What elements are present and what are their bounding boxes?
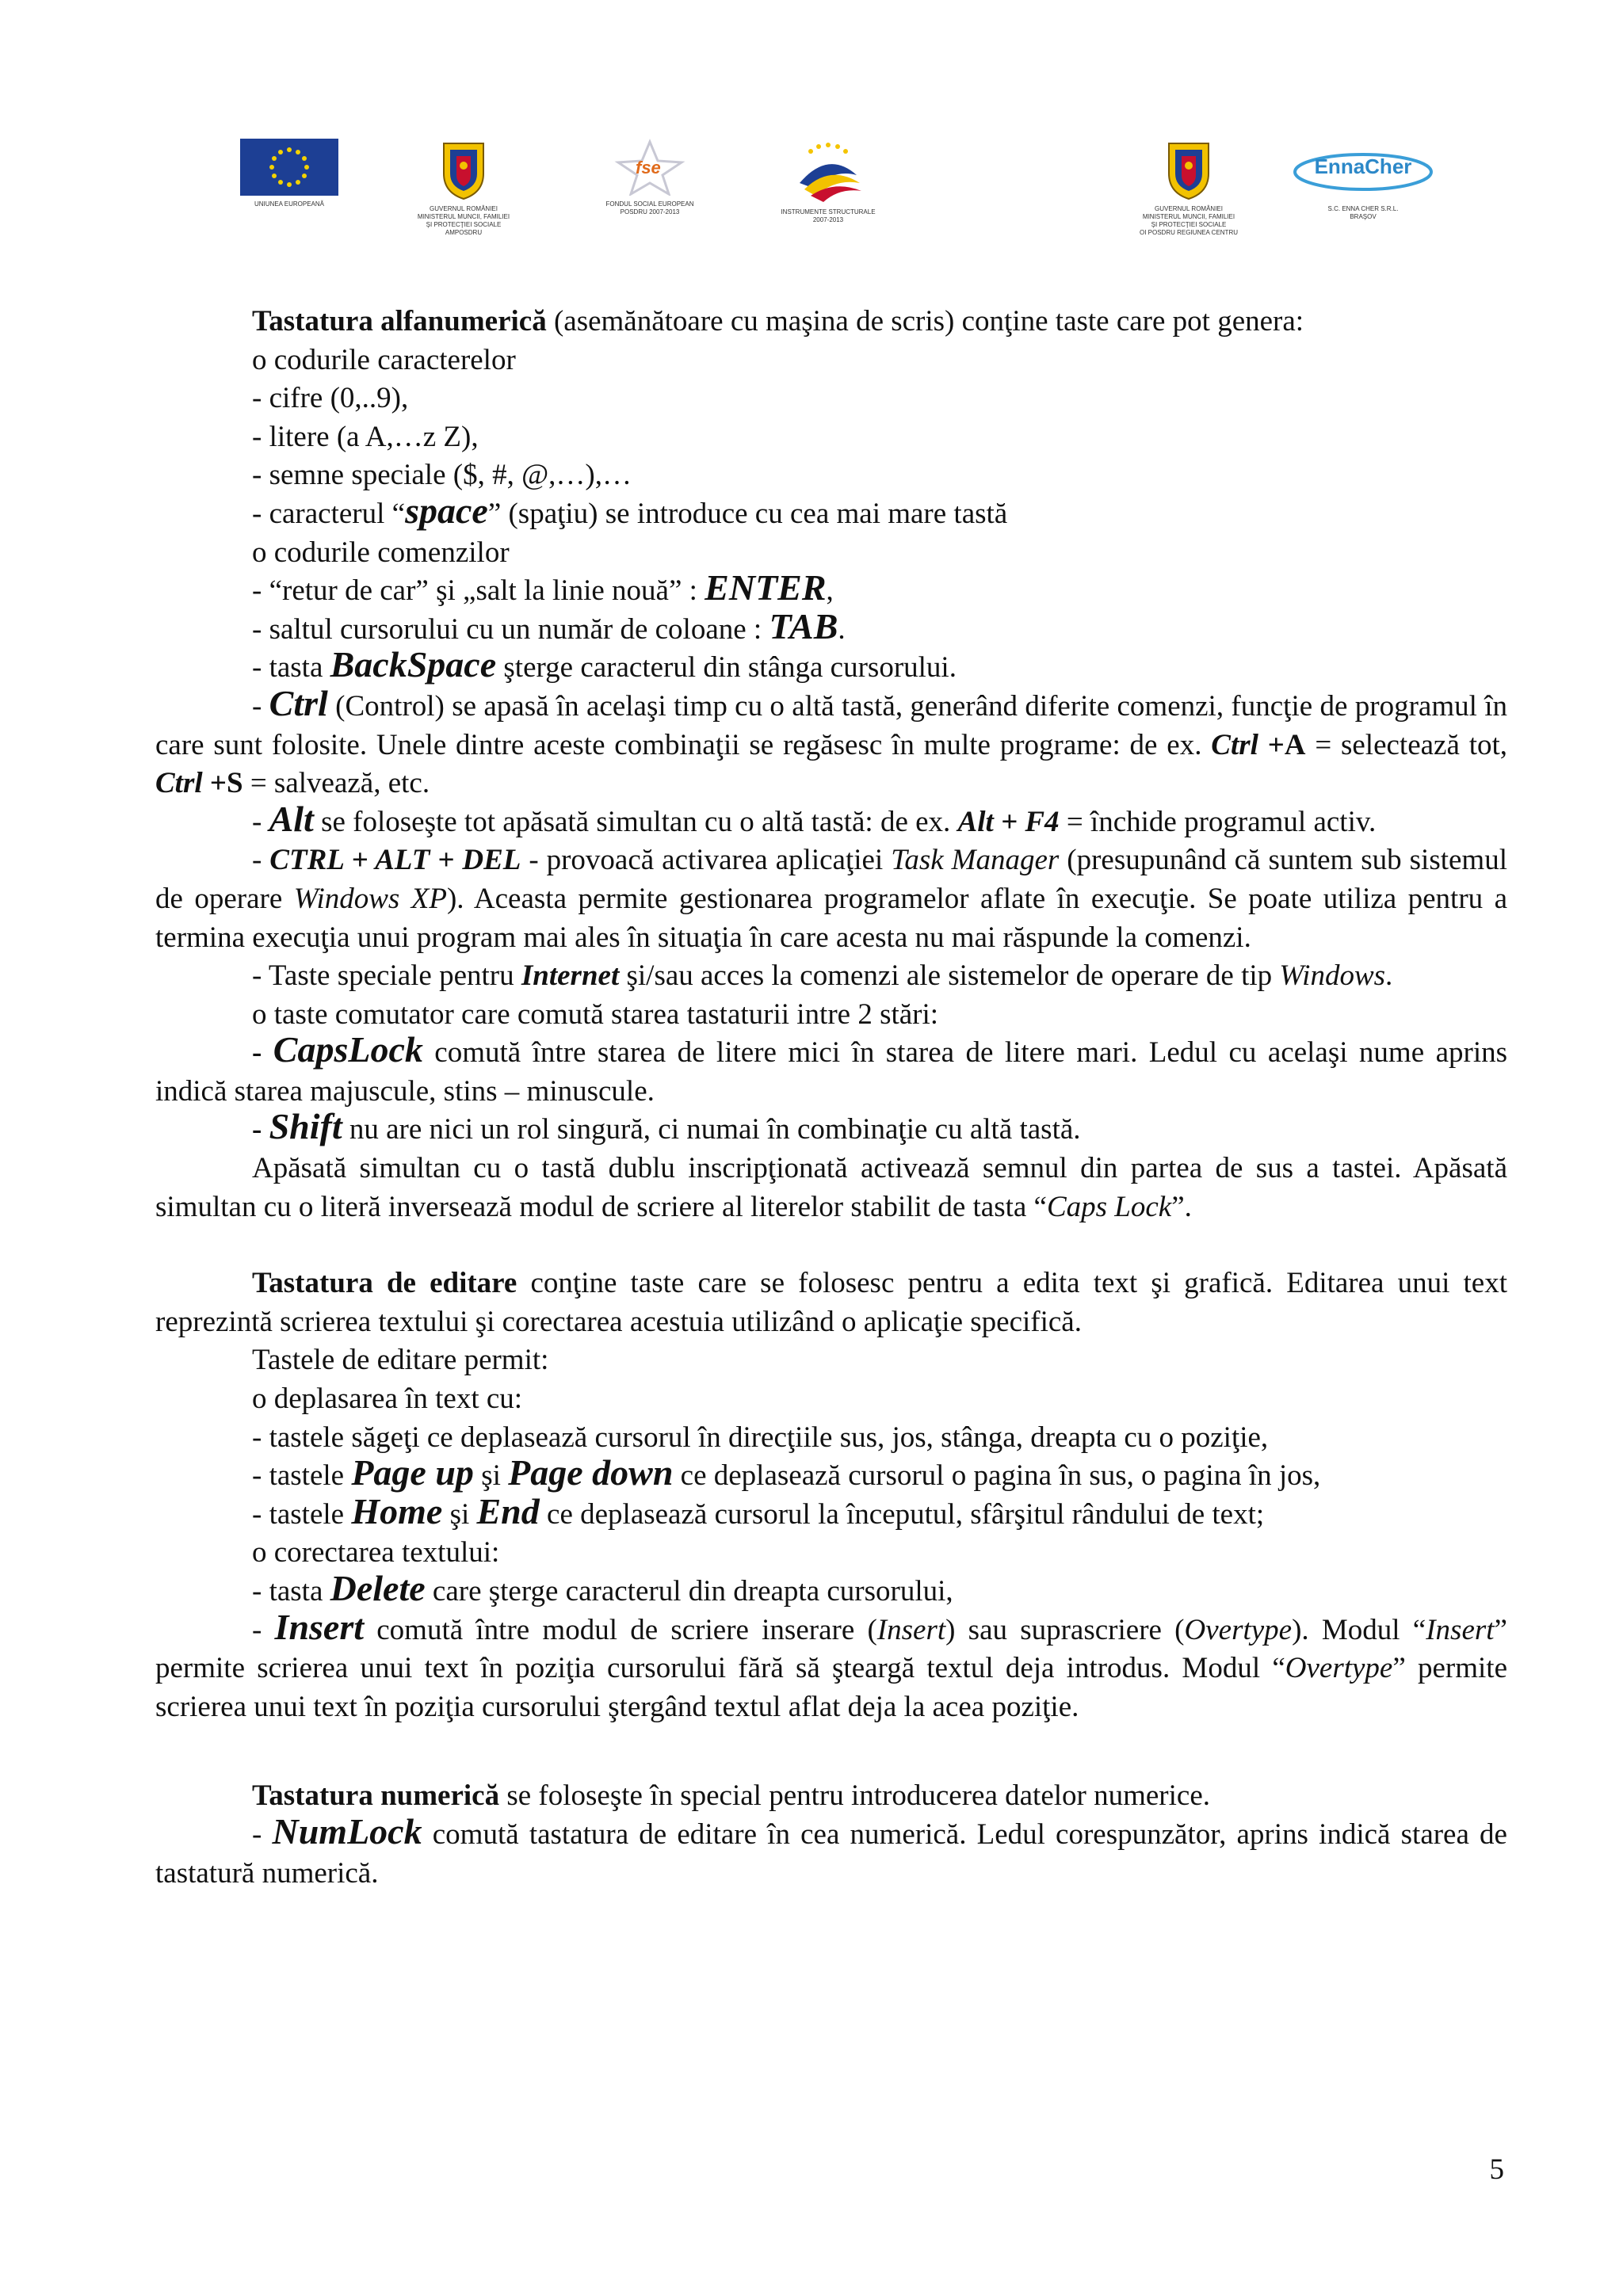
key-name: Ctrl [269,682,328,723]
list-item: - tastele Page up şi Page down ce deplasează cursorul o pagina în sus, o pagina în jos, [252,1452,1321,1493]
key-name: NumLock [272,1810,422,1852]
list-item: o deplasarea în text cu: [252,1383,523,1416]
list-item: - tasta Delete care şterge caracterul din dreapta cursorului, [252,1568,953,1608]
list-item: - cifre (0,..9), [252,382,409,415]
key-name: Page down [508,1452,674,1493]
list-item: - caracterul “space” (spaţiu) se introduce cu cea mai mare tastă [252,490,1008,531]
numerica-intro: Tastatura numerică se foloseşte în special pentru introducerea datelor numerice. [252,1779,1210,1813]
eu-flag-icon [240,139,338,196]
list-item: - semne speciale ($, #, @,…),… [252,459,632,492]
list-item: - “retur de car” şi „salt la linie nouă” : ENTER, [252,567,834,608]
key-name: Delete [330,1568,426,1608]
svg-text:fse: fse [636,158,661,177]
numlock-paragraph: - NumLock comută tastatura de editare în cea numerică. Ledul corespunzător, aprins indică starea de tastatură numerică. [155,1810,1507,1890]
fse-logo [594,139,705,216]
romania-crest-caption-1: GUVERNUL ROMÂNIEI MINISTERUL MUNCII, FAMILIEI ŞI PROTECŢIEI SOCIALE AMPOSDRU [417,205,510,236]
section-title: Tastatura numerică [252,1779,500,1813]
ctrl-paragraph: - Ctrl (Control) se apasă în acelaşi timp cu o altă tastă, generând diferite comenzi, funcţie de programul în care sunt folosite. Unele dintre aceste combinaţii se regăsesc în multe programe: de ex. Ctrl +A = selectează tot, Ctrl +S = salvează, etc. [155,682,1508,800]
structural-instruments-icon [789,139,868,204]
list-item: - saltul cursorului cu un număr de coloane : TAB. [252,605,846,646]
document-body [155,303,1507,1893]
section-title: Tastatura alfanumerică [252,305,547,338]
spacer [155,1226,1507,1264]
list-item: - litere (a A,…z Z), [252,420,479,453]
capslock-paragraph: - CapsLock comută între starea de litere mici în starea de litere mari. Ledul cu acelaşi nume aprins indică starea majuscule, stins – minuscule. [155,1029,1507,1108]
list-item: Tastele de editare permit: [252,1344,549,1377]
internet-paragraph: - Taste speciale pentru Internet şi/sau acces la comenzi ale sistemelor de operare de tip Windows. [252,959,1393,993]
key-name: Insert [274,1606,365,1647]
list-item: - tastele săgeţi ce deplasează cursorul în direcţiile sus, jos, stânga, dreapta cu o poziţie, [252,1421,1269,1454]
eu-flag-logo [230,139,349,208]
editare-intro: Tastatura de editare conţine taste care se folosesc pentru a edita text şi grafică. Editarea unui text reprezintă scrierea textului şi corectarea acestuia utilizând o aplicaţie specifică. [155,1267,1507,1338]
fse-caption: FONDUL SOCIAL EUROPEAN POSDRU 2007-2013 [605,200,694,215]
key-name: space [405,490,488,531]
fse-icon [612,139,688,196]
list-item: o taste comutator care comută starea tastaturii intre 2 stări: [252,997,939,1031]
header-logos [230,139,1450,257]
list-item: o codurile comenzilor [252,536,510,569]
romania-crest-logo-1 [388,139,539,237]
alfanumeric-intro: Tastatura alfanumerică (asemănătoare cu maşina de scris) conţine taste care pot genera: [252,305,1304,338]
key-name: BackSpace [330,644,497,685]
structural-instruments-caption: INSTRUMENTE STRUCTURALE 2007-2013 [781,208,876,223]
alt-paragraph: - Alt se foloseşte tot apăsată simultan cu o altă tastă: de ex. Alt + F4 = închide programul activ. [252,798,1377,839]
shift-paragraph: - Shift nu are nici un rol singură, ci numai în combinaţie cu altă tastă. [252,1106,1081,1147]
romania-crest-icon [1163,139,1215,200]
ennacher-logo [1284,139,1442,221]
ctrl-alt-del-paragraph: - CTRL + ALT + DEL - provoacă activarea aplicaţiei Task Manager (presupunând că suntem sub sistemul de operare Windows XP). Aceasta permite gestionarea programelor aflate în execuţie. Se poate utiliza pentru a termina execuţia unui program mai ales în situaţia în care acesta nu mai răspunde la comenzi. [155,844,1507,954]
key-name: End [476,1490,540,1531]
list-item: o codurile caracterelor [252,343,516,376]
romania-crest-icon [437,139,490,200]
key-name: Shift [269,1106,342,1147]
key-name: ENTER [705,567,827,608]
eu-caption: UNIUNEA EUROPEANĂ [254,200,325,208]
romania-crest-caption-2: GUVERNUL ROMÂNIEI MINISTERUL MUNCII, FAMILIEI ŞI PROTECŢIEI SOCIALE OI POSDRU REGIUNEA CENTRU [1139,205,1238,236]
section-title: Tastatura de editare [252,1267,517,1300]
list-item: o corectarea textului: [252,1536,500,1569]
ennacher-mark [1284,139,1442,200]
page-number: 5 [1489,2153,1504,2186]
insert-paragraph: - Insert comută între modul de scriere inserare (Insert) sau suprascriere (Overtype). Modul “Insert” permite scrierea unui text în poziţia cursorului fără să şteargă textul deja introdus. Modul “Overtype” permite scrierea unui text în poziţia cursorului ştergând textul aflat deja la acea poziţie. [155,1606,1507,1723]
list-item: - tastele Home şi End ce deplasează cursorul la începutul, sfârşitul rândului de text; [252,1490,1265,1531]
spacer [155,1726,1507,1777]
ennacher-wordmark: EnnaCher [1314,154,1412,178]
romania-crest-logo-2 [1109,139,1268,237]
key-name: Alt [269,798,314,839]
key-name: CapsLock [273,1029,423,1070]
key-name: Page up [351,1452,474,1493]
key-name: TAB [769,605,838,646]
key-name: Home [351,1490,443,1531]
ennacher-caption: S.C. ENNA CHER S.R.L. BRAŞOV [1327,205,1399,220]
structural-instruments-logo [769,139,888,224]
list-item: - tasta BackSpace şterge caracterul din stânga cursorului. [252,644,957,685]
double-key-paragraph: Apăsată simultan cu o tastă dublu inscripţionată activează semnul din partea de sus a tastei. Apăsată simultan cu o literă inversează modul de scriere al literelor stabilit de tasta “Caps Lock”. [155,1152,1507,1223]
